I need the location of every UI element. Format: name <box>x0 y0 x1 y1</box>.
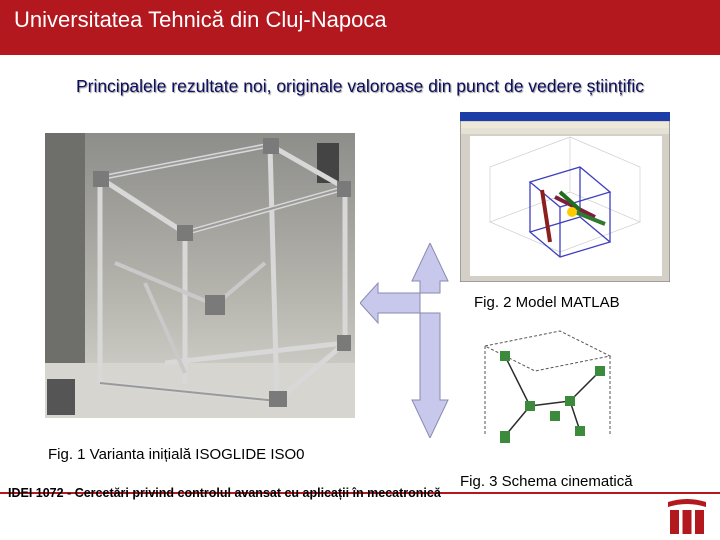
footer-text: IDEI 1072 - Cercetări privind controlul avansat cu aplicații în mecatronică <box>8 486 441 500</box>
matlab-model-figure <box>460 112 670 282</box>
fig2-caption: Fig. 2 Model MATLAB <box>474 294 620 311</box>
fig3-caption: Fig. 3 Schema cinematică <box>460 473 633 490</box>
slide-subtitle: Principalele rezultate noi, originale valoroase din punct de vedere științific <box>75 76 645 96</box>
header-title: Universitatea Tehnică din Cluj-Napoca <box>14 7 387 32</box>
fig1-caption: Fig. 1 Varianta inițială ISOGLIDE ISO0 <box>48 446 305 463</box>
double-arrow-icon <box>360 243 460 438</box>
kinematic-scheme-figure <box>465 326 630 456</box>
header-bar <box>0 0 720 55</box>
university-logo-icon <box>666 498 708 534</box>
robot-photo <box>45 133 355 418</box>
